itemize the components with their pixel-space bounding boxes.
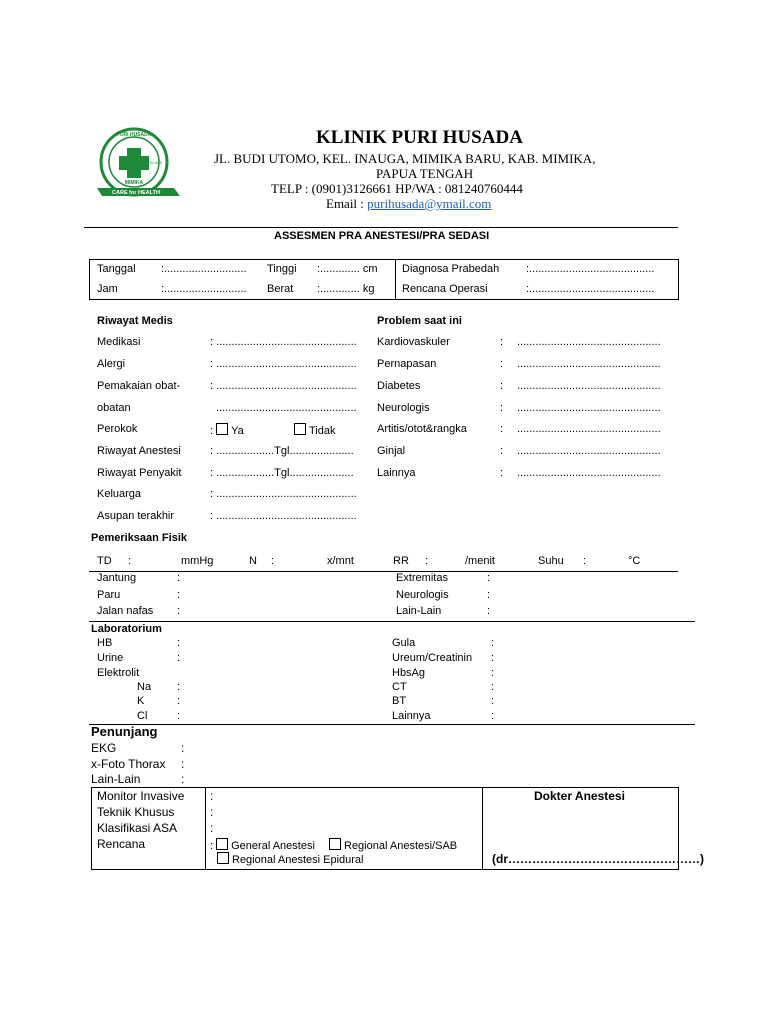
problem-colon: : — [500, 358, 504, 370]
lab-colon: : — [177, 695, 181, 707]
tanggal-label: Tanggal — [97, 263, 136, 275]
riwayat-anestesi-field[interactable]: : ...................Tgl..................... — [210, 445, 354, 457]
pemakaian-obat-field[interactable]: : .............................................. — [210, 380, 357, 392]
urine-label: Urine — [97, 652, 124, 664]
neurologis-label: Neurologis — [396, 589, 449, 601]
n-unit: x/mnt — [327, 555, 354, 567]
regional-sab-label: Regional Anestesi/SAB — [344, 840, 458, 852]
suhu-unit: °C — [628, 555, 641, 567]
bt-label: BT — [392, 695, 407, 707]
fisik-colon: : — [487, 572, 491, 584]
problem-field[interactable]: ............................................... — [517, 467, 661, 479]
problem-colon: : — [500, 467, 504, 479]
perokok-tidak-checkbox[interactable] — [294, 423, 306, 435]
tinggi-field[interactable]: :............. cm — [317, 263, 378, 275]
td-colon: : — [128, 555, 132, 567]
patient-info-divider — [395, 260, 396, 299]
fisik-divider — [89, 621, 695, 622]
n-label: N — [249, 555, 257, 567]
problem-item: Lainnya — [377, 467, 416, 479]
rr-label: RR — [393, 555, 409, 567]
keluarga-field[interactable]: : .............................................. — [210, 488, 357, 500]
klasifikasi-asa-label: Klasifikasi ASA — [97, 821, 178, 835]
problem-colon: : — [500, 423, 504, 435]
medikasi-field[interactable]: : .............................................. — [210, 336, 357, 348]
riwayat-medis-title: Riwayat Medis — [97, 315, 173, 327]
header-divider — [84, 227, 678, 228]
clinic-name: KLINIK PURI HUSADA — [316, 127, 523, 148]
laboratorium-title: Laboratorium — [91, 623, 162, 635]
suhu-label: Suhu — [538, 555, 564, 567]
alergi-field[interactable]: : .............................................. — [210, 358, 357, 370]
lainnya-label: Lainnya — [392, 710, 431, 722]
fisik-colon: : — [177, 572, 181, 584]
rencana-operasi-label: Rencana Operasi — [402, 283, 488, 295]
rr-unit: /menit — [465, 555, 495, 567]
td-unit: mmHg — [181, 555, 214, 567]
jam-field[interactable]: :........................... — [161, 283, 247, 295]
hbsag-label: HbsAg — [392, 667, 426, 679]
rencana-operasi-field[interactable]: :......................................... — [526, 283, 655, 295]
lab-colon: : — [177, 652, 181, 664]
na-label: Na — [137, 681, 152, 693]
xfoto-label: x-Foto Thorax — [91, 757, 166, 771]
perokok-ya-label: Ya — [231, 425, 244, 437]
riwayat-anestesi-label: Riwayat Anestesi — [97, 445, 181, 457]
diagnosa-label: Diagnosa Prabedah — [402, 263, 500, 275]
perokok-tidak-option — [294, 423, 336, 437]
perokok-ya-checkbox[interactable] — [216, 423, 228, 435]
lab-colon: : — [491, 637, 495, 649]
perokok-label: Perokok — [97, 423, 138, 435]
table-colon: : — [210, 805, 214, 819]
email-label: Email : — [326, 196, 368, 211]
pemakaian-obat-label: Pemakaian obat- — [97, 380, 181, 392]
form-title: ASSESMEN PRA ANESTESI/PRA SEDASI — [274, 230, 490, 242]
asupan-terakhir-label: Asupan terakhir — [97, 510, 175, 522]
table-colon: : — [210, 821, 214, 835]
fisik-colon: : — [487, 605, 491, 617]
penunjang-colon: : — [181, 741, 185, 755]
problem-item: Diabetes — [377, 380, 421, 392]
tanggal-field[interactable]: :........................... — [161, 263, 247, 275]
jantung-label: Jantung — [97, 572, 137, 584]
lab-colon: : — [491, 681, 495, 693]
diagnosa-field[interactable]: :......................................... — [526, 263, 655, 275]
teknik-khusus-label: Teknik Khusus — [97, 805, 175, 819]
logo-motto: CARE for HEALTH — [112, 190, 160, 196]
lab-colon: : — [491, 652, 495, 664]
penunjang-colon: : — [181, 772, 185, 786]
fisik-colon: : — [487, 589, 491, 601]
general-anestesi-label: General Anestesi — [231, 840, 315, 852]
email-line — [326, 196, 491, 212]
rencana-options — [210, 838, 315, 852]
rencana-label: Rencana — [97, 837, 146, 851]
problem-item: Artitis/otot&rangka — [377, 423, 467, 435]
tinggi-label: Tinggi — [267, 263, 297, 275]
penunjang-title: Penunjang — [91, 724, 158, 739]
riwayat-penyakit-label: Riwayat Penyakit — [97, 467, 182, 479]
lab-colon: : — [177, 637, 181, 649]
perokok-colon: : — [210, 425, 214, 437]
lab-colon: : — [177, 710, 181, 722]
hb-label: HB — [97, 637, 113, 649]
rencana-colon: : — [210, 840, 214, 852]
problem-colon: : — [500, 402, 504, 414]
regional-sab-checkbox[interactable] — [329, 838, 341, 850]
general-anestesi-checkbox[interactable] — [216, 838, 228, 850]
clinic-logo — [94, 126, 184, 210]
ct-label: CT — [392, 681, 407, 693]
lab-colon: : — [491, 710, 495, 722]
doctor-signature-line[interactable]: (dr…………………………………………) — [492, 852, 704, 866]
logo-klinik: KLINIK — [149, 160, 163, 165]
phone-line: TELP : (0901)3126661 HP/WA : 081240760444 — [271, 181, 523, 196]
problem-item: Neurologis — [377, 402, 430, 414]
address-line-2: PAPUA TENGAH — [376, 166, 474, 181]
fisik-colon: : — [177, 589, 181, 601]
lain-lain-label: Lain-Lain — [396, 605, 442, 617]
penunjang-lain-label: Lain-Lain — [91, 772, 141, 786]
address-line-1: JL. BUDI UTOMO, KEL. INAUGA, MIMIKA BARU, KAB. MIMIKA, — [214, 151, 596, 166]
regional-sab-option — [329, 838, 457, 852]
problem-field[interactable]: ............................................... — [517, 423, 661, 435]
asupan-terakhir-field[interactable]: : .............................................. — [210, 510, 357, 522]
jam-label: Jam — [97, 283, 118, 295]
elektrolit-label: Elektrolit — [97, 667, 140, 679]
table-colon: : — [210, 789, 214, 803]
logo-name: PURI HUSADA — [116, 132, 152, 138]
email-link[interactable]: purihusada@ymail.com — [367, 196, 492, 211]
problem-field[interactable]: ............................................... — [517, 336, 661, 348]
fisik-colon: : — [177, 605, 181, 617]
problem-field[interactable]: ............................................... — [517, 358, 661, 370]
berat-field[interactable]: :............. kg — [317, 283, 375, 295]
ekg-label: EKG — [91, 741, 117, 755]
lab-colon: : — [177, 681, 181, 693]
epidural-label: Regional Anestesi Epidural — [232, 854, 364, 866]
td-label: TD — [97, 555, 112, 567]
suhu-colon: : — [583, 555, 587, 567]
problem-field[interactable]: ............................................... — [517, 380, 661, 392]
logo-city: MIMIKA — [124, 180, 144, 186]
penunjang-colon: : — [181, 757, 185, 771]
problem-colon: : — [500, 336, 504, 348]
jalan-nafas-label: Jalan nafas — [97, 605, 154, 617]
lab-colon: : — [491, 695, 495, 707]
problem-field[interactable]: ............................................... — [517, 402, 661, 414]
rr-colon: : — [425, 555, 429, 567]
problem-title: Problem saat ini — [377, 315, 462, 327]
epidural-checkbox[interactable] — [217, 852, 229, 864]
problem-item: Pernapasan — [377, 358, 437, 370]
gula-label: Gula — [392, 637, 416, 649]
k-label: K — [137, 695, 145, 707]
berat-label: Berat — [267, 283, 294, 295]
table-divider-2 — [482, 788, 483, 869]
problem-field[interactable]: ............................................... — [517, 445, 661, 457]
table-divider-1 — [205, 788, 206, 869]
epidural-option — [217, 852, 363, 866]
problem-colon: : — [500, 380, 504, 392]
keluarga-label: Keluarga — [97, 488, 142, 500]
ureum-label: Ureum/Creatinin — [392, 652, 473, 664]
n-colon: : — [271, 555, 275, 567]
cl-label: Cl — [137, 710, 148, 722]
riwayat-penyakit-field[interactable]: : ...................Tgl..................... — [210, 467, 354, 479]
medikasi-label: Medikasi — [97, 336, 141, 348]
paru-label: Paru — [97, 589, 121, 601]
perokok-options — [210, 423, 244, 437]
monitor-invasive-label: Monitor Invasive — [97, 789, 185, 803]
lab-divider — [89, 724, 695, 725]
pemeriksaan-fisik-title: Pemeriksaan Fisik — [91, 532, 188, 544]
extremitas-label: Extremitas — [396, 572, 448, 584]
problem-item: Kardiovaskuler — [377, 336, 450, 348]
alergi-label: Alergi — [97, 358, 126, 370]
lab-colon: : — [491, 667, 495, 679]
pemakaian-obat-label-2: obatan — [97, 402, 131, 414]
perokok-tidak-label: Tidak — [309, 425, 336, 437]
problem-item: Ginjal — [377, 445, 406, 457]
dokter-anestesi-title: Dokter Anestesi — [534, 789, 625, 803]
problem-colon: : — [500, 445, 504, 457]
pemakaian-obat-field-2[interactable]: .............................................. — [216, 402, 357, 414]
